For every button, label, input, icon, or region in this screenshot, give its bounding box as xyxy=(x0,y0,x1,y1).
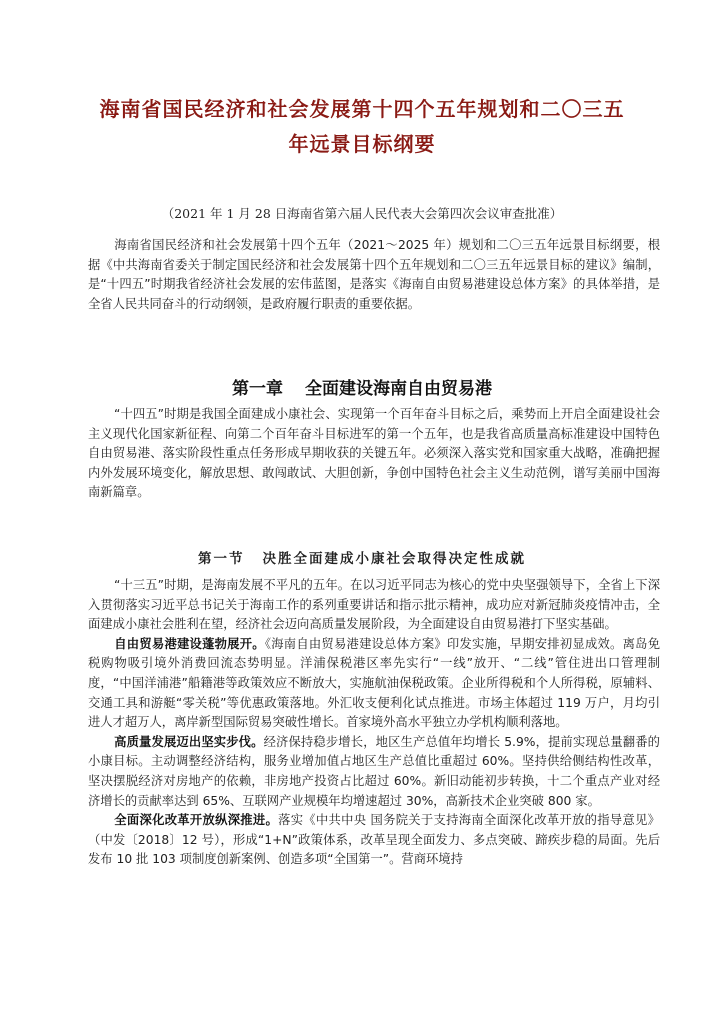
paragraph-lead: 自由贸易港建设蓬勃展开。 xyxy=(114,636,265,651)
paragraph-text: 经济保持稳步增长，地区生产总值年均增长 5.9%，提前实现总量翻番的小康目标。主动调整经济结构，服务业增加值占地区生产总值比重超过 60%。坚持供给侧结构性改革，坚决摆脱经济对房地产的依赖，非房地产投资占比超过 60%。新旧动能初步转换，十二个重点产业对经济增长的贡献率达到 65%、互联网产业规模年均增速超过 30%，高新技术企业突破 800 家。 xyxy=(88,734,660,808)
section-paragraph xyxy=(88,635,660,733)
chapter-number: 第一章 xyxy=(232,379,283,400)
paragraph-text: 《海南自由贸易港建设总体方案》印发实施，早期安排初显成效。离岛免税购物吸引境外消费回流态势明显。洋浦保税港区率先实行“一线”放开、“二线”管住进出口管理制度，“中国洋浦港”船籍港等政策效应不断放大，实施航油保税政策。企业所得税和个人所得税，原辅料、交通工具和游艇“零关税”等优惠政策落地。外汇收支便利化试点推进。市场主体超过 119 万户，月均引进人才超万人，离岸新型国际贸易突破性增长。首家境外高水平独立办学机构顺利落地。 xyxy=(88,636,660,730)
paragraph-text: “十三五”时期，是海南发展不平凡的五年。在以习近平同志为核心的党中央坚强领导下，全省上下深入贯彻落实习近平总书记关于海南工作的系列重要讲话和指示批示精神，成功应对新冠肺炎疫情冲击，全面建成小康社会胜利在望，经济社会迈向高质量发展阶段，为全面建设自由贸易港打下坚实基础。 xyxy=(88,578,660,632)
intro-paragraph xyxy=(88,236,660,314)
paragraph-text: 落实《中共中央 国务院关于支持海南全面深化改革开放的指导意见》（中发〔2018〕12 号），形成“1+N”政策体系，改革呈现全面发力、多点突破、蹄疾步稳的局面。先后发布 10 批 103 项制度创新案例、创造多项“全国第一”。营商环境持 xyxy=(88,813,660,867)
section-title: 决胜全面建成小康社会取得决定性成就 xyxy=(262,550,526,567)
section-heading xyxy=(60,549,664,569)
chapter-intro-text: “十四五”时期是我国全面建成小康社会、实现第一个百年奋斗目标之后，乘势而上开启全面建设社会主义现代化国家新征程、向第二个百年奋斗目标进军的第一个五年，也是我省高质量高标准建设中国特色自由贸易港、落实阶段性重点任务形成早期收获的关键五年。必须深入落实党和国家重大战略，准确把握内外发展环境变化，解放思想、敢闯敢试、大胆创新，争创中国特色社会主义生动范例，谱写美丽中国海南新篇章。 xyxy=(88,407,660,500)
chapter-heading xyxy=(60,377,664,401)
paragraph-lead: 高质量发展迈出坚实步伐。 xyxy=(114,734,264,749)
section-paragraph xyxy=(88,733,660,811)
section-paragraph xyxy=(88,576,660,635)
section-paragraph xyxy=(88,811,660,870)
document-title-line-2: 年远景目标纲要 xyxy=(288,132,436,156)
intro-text: 海南省国民经济和社会发展第十四个五年（2021～2025 年）规划和二〇三五年远景目标纲要，根据《中共海南省委关于制定国民经济和社会发展第十四个五年规划和二〇三五年远景目标的建议》编制，是“十四五”时期我省经济社会发展的宏伟蓝图，是落实《海南自由贸易港建设总体方案》的具体举措，是全省人民共同奋斗的行动纲领，是政府履行职责的重要依据。 xyxy=(88,238,660,311)
chapter-intro-paragraph xyxy=(88,405,660,503)
document-title-line-1: 海南省国民经济和社会发展第十四个五年规划和二〇三五 xyxy=(99,97,625,121)
section-number: 第一节 xyxy=(198,550,245,567)
approval-note: （2021 年 1 月 28 日海南省第六届人民代表大会第四次会议审查批准） xyxy=(161,206,563,221)
section-body xyxy=(88,576,660,870)
chapter-title: 全面建设海南自由贸易港 xyxy=(305,379,492,400)
paragraph-lead: 全面深化改革开放纵深推进。 xyxy=(114,813,279,828)
document-title xyxy=(60,92,664,162)
